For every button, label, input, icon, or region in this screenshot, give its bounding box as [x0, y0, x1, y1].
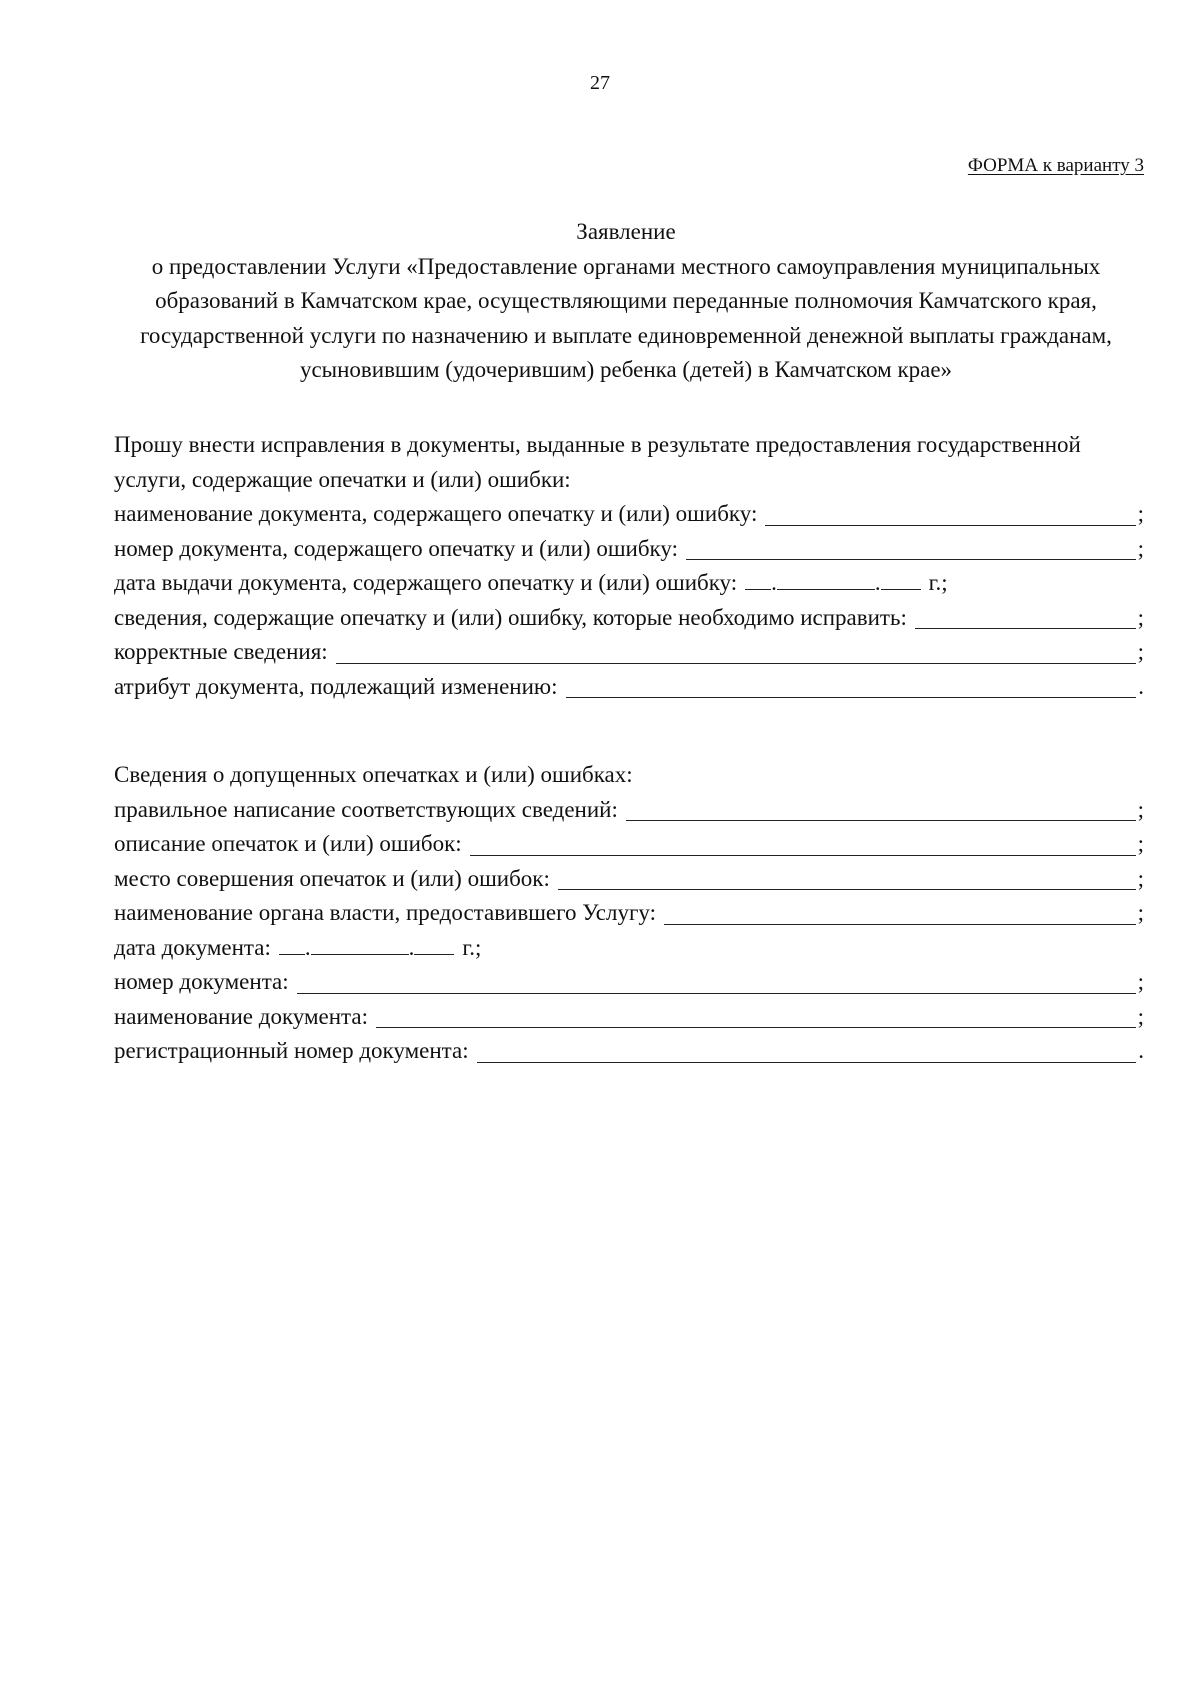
blank-line[interactable] [915, 606, 1136, 629]
field-doc-name: наименование документа, содержащего опечатку и (или) ошибку: ; [114, 497, 1144, 532]
field-label: наименование документа: [114, 1003, 368, 1029]
field-doc-name-2: наименование документа: ; [114, 1000, 1144, 1035]
field-label: правильное написание соответствующих сведений: [114, 796, 618, 822]
blank-line[interactable] [626, 798, 1136, 821]
month-blank[interactable] [777, 571, 875, 590]
field-label: описание опечаток и (или) ошибок: [114, 831, 462, 856]
intro-line-2: услуги, содержащие опечатки и (или) ошибки: [114, 466, 571, 492]
year-blank[interactable] [881, 571, 921, 590]
day-blank[interactable] [745, 571, 771, 590]
application-title [100, 215, 1152, 388]
blank-line[interactable] [470, 833, 1136, 856]
field-label: номер документа: [114, 969, 289, 994]
blank-line[interactable] [297, 971, 1136, 994]
month-blank[interactable] [311, 936, 409, 955]
field-correct-spelling: правильное написание соответствующих сведений: ; [114, 793, 1144, 828]
field-label: наименование документа, содержащего опечатку и (или) ошибку: [114, 501, 758, 526]
field-place: место совершения опечаток и (или) ошибок: ; [114, 862, 1144, 897]
field-label: дата документа: [114, 934, 271, 960]
field-label: корректные сведения: [114, 639, 328, 664]
field-doc-number: номер документа, содержащего опечатку и (или) ошибку: ; [114, 532, 1144, 567]
page-number: 27 [590, 72, 610, 94]
title-line-3: государственной услуги по назначению и выплате единовременной денежной выплаты гражданам, [140, 322, 1112, 348]
field-authority: наименование органа власти, предоставившего Услугу: ; [114, 896, 1144, 931]
field-label: место совершения опечаток и (или) ошибок: [114, 865, 550, 891]
title-line-4: усыновившим (удочерившим) ребенка (детей) в Камчатском крае» [299, 357, 953, 382]
field-doc-number-2: номер документа: ; [114, 965, 1144, 1000]
field-doc-date: дата документа: . . г.; [114, 931, 1144, 966]
blank-line[interactable] [558, 867, 1136, 890]
field-label: дата выдачи документа, содержащего опечатку и (или) ошибку: [114, 570, 738, 595]
form-reference: ФОРМА к варианту 3 [967, 155, 1144, 176]
blank-line[interactable] [664, 902, 1136, 925]
title-line-2: образований в Камчатском крае, осуществляющими переданные полномочия Камчатского края, [155, 288, 1097, 313]
errors-info-section [114, 758, 1144, 1069]
field-label: атрибут документа, подлежащий изменению: [114, 673, 558, 699]
field-label: наименование органа власти, предоставившего Услугу: [114, 900, 656, 925]
blank-line[interactable] [376, 1005, 1136, 1028]
section2-heading: Сведения о допущенных опечатках и (или) ошибках: [114, 762, 633, 787]
field-label: номер документа, содержащего опечатку и (или) ошибку: [114, 535, 678, 561]
field-label: регистрационный номер документа: [114, 1038, 469, 1063]
date-blank[interactable]: . . [279, 931, 455, 966]
field-reg-number: регистрационный номер документа: . [114, 1034, 1144, 1069]
correction-request-section [114, 428, 1144, 704]
field-info-to-fix: сведения, содержащие опечатку и (или) ошибку, которые необходимо исправить: ; [114, 601, 1144, 636]
title-line-1: о предоставлении Услуги «Предоставление органами местного самоуправления муниципальных [151, 253, 1101, 279]
year-blank[interactable] [414, 936, 454, 955]
field-label: сведения, содержащие опечатку и (или) ошибку, которые необходимо исправить: [114, 604, 907, 630]
blank-line[interactable] [686, 537, 1136, 560]
field-attribute: атрибут документа, подлежащий изменению: . [114, 670, 1144, 705]
day-blank[interactable] [279, 936, 305, 955]
field-correct-info: корректные сведения: ; [114, 635, 1144, 670]
date-blank[interactable]: . . [745, 566, 921, 601]
title-heading: Заявление [576, 219, 676, 244]
field-description: описание опечаток и (или) ошибок: ; [114, 827, 1144, 862]
blank-line[interactable] [336, 641, 1136, 664]
intro-line-1: Прошу внести исправления в документы, выданные в результате предоставления государственной [114, 432, 1081, 457]
field-issue-date: дата выдачи документа, содержащего опечатку и (или) ошибку: . . г.; [114, 566, 1144, 601]
blank-line[interactable] [566, 675, 1137, 698]
blank-line[interactable] [477, 1040, 1137, 1063]
blank-line[interactable] [765, 503, 1135, 526]
